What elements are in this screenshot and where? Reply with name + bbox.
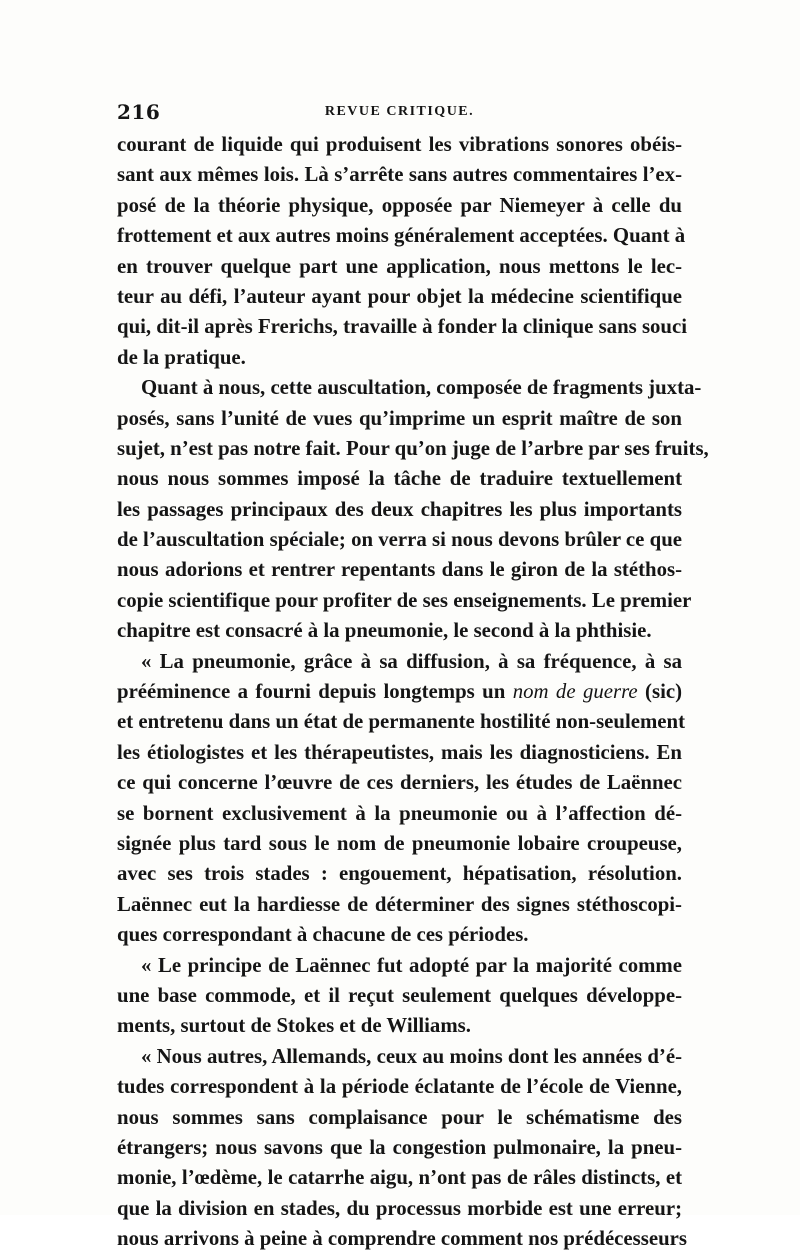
text-line: Laënnec eut la hardiesse de déterminer des signes stéthoscopi-	[117, 892, 682, 916]
text-line: ques correspondant à chacune de ces périodes.	[117, 923, 529, 947]
text-line: les passages principaux des deux chapitres les plus importants	[117, 497, 682, 521]
text-line: tudes correspondent à la période éclatante de l’école de Vienne,	[117, 1075, 682, 1099]
text-line: sant aux mêmes lois. Là s’arrête sans autres commentaires l’ex-	[117, 163, 682, 187]
text-line: ments, surtout de Stokes et de Williams.	[117, 1014, 471, 1038]
page-number: 216	[117, 100, 161, 124]
text-line: de l’auscultation spéciale; on verra si nous devons brûler ce que	[117, 528, 682, 552]
text-line-with-italic	[117, 677, 682, 707]
text-line: que la division en stades, du processus morbide est une erreur;	[117, 1196, 682, 1220]
body-text	[117, 130, 709, 1254]
text-line: Quant à nous, cette auscultation, composée de fragments juxta-	[141, 376, 702, 400]
text-line: frottement et aux autres moins généralement acceptées. Quant à	[117, 224, 686, 248]
text-line: courant de liquide qui produisent les vibrations sonores obéis-	[117, 133, 682, 156]
text-line: sujet, n’est pas notre fait. Pour qu’on juge de l’arbre par ses fruits,	[117, 436, 709, 460]
text-line: étrangers; nous savons que la congestion pulmonaire, la pneu-	[117, 1135, 682, 1159]
text-line: « Le principe de Laënnec fut adopté par la majorité comme	[141, 953, 682, 977]
text-line: monie, l’œdème, le catarrhe aigu, n’ont pas de râles distincts, et	[117, 1166, 682, 1190]
text-segment: prééminence a fourni depuis longtemps un	[117, 680, 506, 704]
text-line: posé de la théorie physique, opposée par Niemeyer à celle du	[117, 193, 682, 217]
text-line: signée plus tard sous le nom de pneumonie lobaire croupeuse,	[117, 831, 682, 855]
running-title: REVUE CRITIQUE.	[324, 104, 475, 119]
text-line: nous nous sommes imposé la tâche de traduire textuellement	[117, 467, 682, 491]
text-line: une base commode, et il reçut seulement quelques développe-	[117, 983, 682, 1007]
text-line: « La pneumonie, grâce à sa diffusion, à sa fréquence, à sa	[141, 649, 682, 673]
text-line: de la pratique.	[117, 345, 246, 369]
text-line: teur au défi, l’auteur ayant pour objet la médecine scientifique	[117, 284, 682, 308]
running-head	[117, 100, 682, 128]
text-line: nous adorions et rentrer repentants dans le giron de la stéthos-	[117, 558, 682, 582]
text-line: les étiologistes et les thérapeutistes, mais les diagnosticiens. En	[117, 740, 682, 764]
text-line: nous arrivons à peine à comprendre comment nos prédécesseurs	[117, 1227, 687, 1251]
text-line: et entretenu dans un état de permanente hostilité non-seulement	[117, 710, 686, 734]
text-line: qui, dit-il après Frerichs, travaille à fonder la clinique sans souci	[117, 315, 688, 339]
text-line: en trouver quelque part une application, nous mettons le lec-	[117, 254, 682, 278]
text-line: se bornent exclusivement à la pneumonie ou à l’affection dé-	[117, 801, 682, 825]
italic-phrase: nom de guerre	[512, 680, 638, 704]
text-line: ce qui concerne l’œuvre de ces derniers, les études de Laënnec	[117, 771, 682, 795]
text-line: avec ses trois stades : engouement, hépatisation, résolution.	[117, 862, 682, 886]
text-segment: (sic)	[645, 680, 682, 704]
text-line: chapitre est consacré à la pneumonie, le second à la phthisie.	[117, 619, 652, 643]
text-line: posés, sans l’unité de vues qu’imprime un esprit maître de son	[117, 406, 682, 430]
text-line: copie scientifique pour profiter de ses enseignements. Le premier	[117, 588, 692, 612]
text-line: nous sommes sans complaisance pour le schématisme des	[117, 1105, 682, 1129]
text-line: « Nous autres, Allemands, ceux au moins dont les années d’é-	[141, 1044, 682, 1068]
